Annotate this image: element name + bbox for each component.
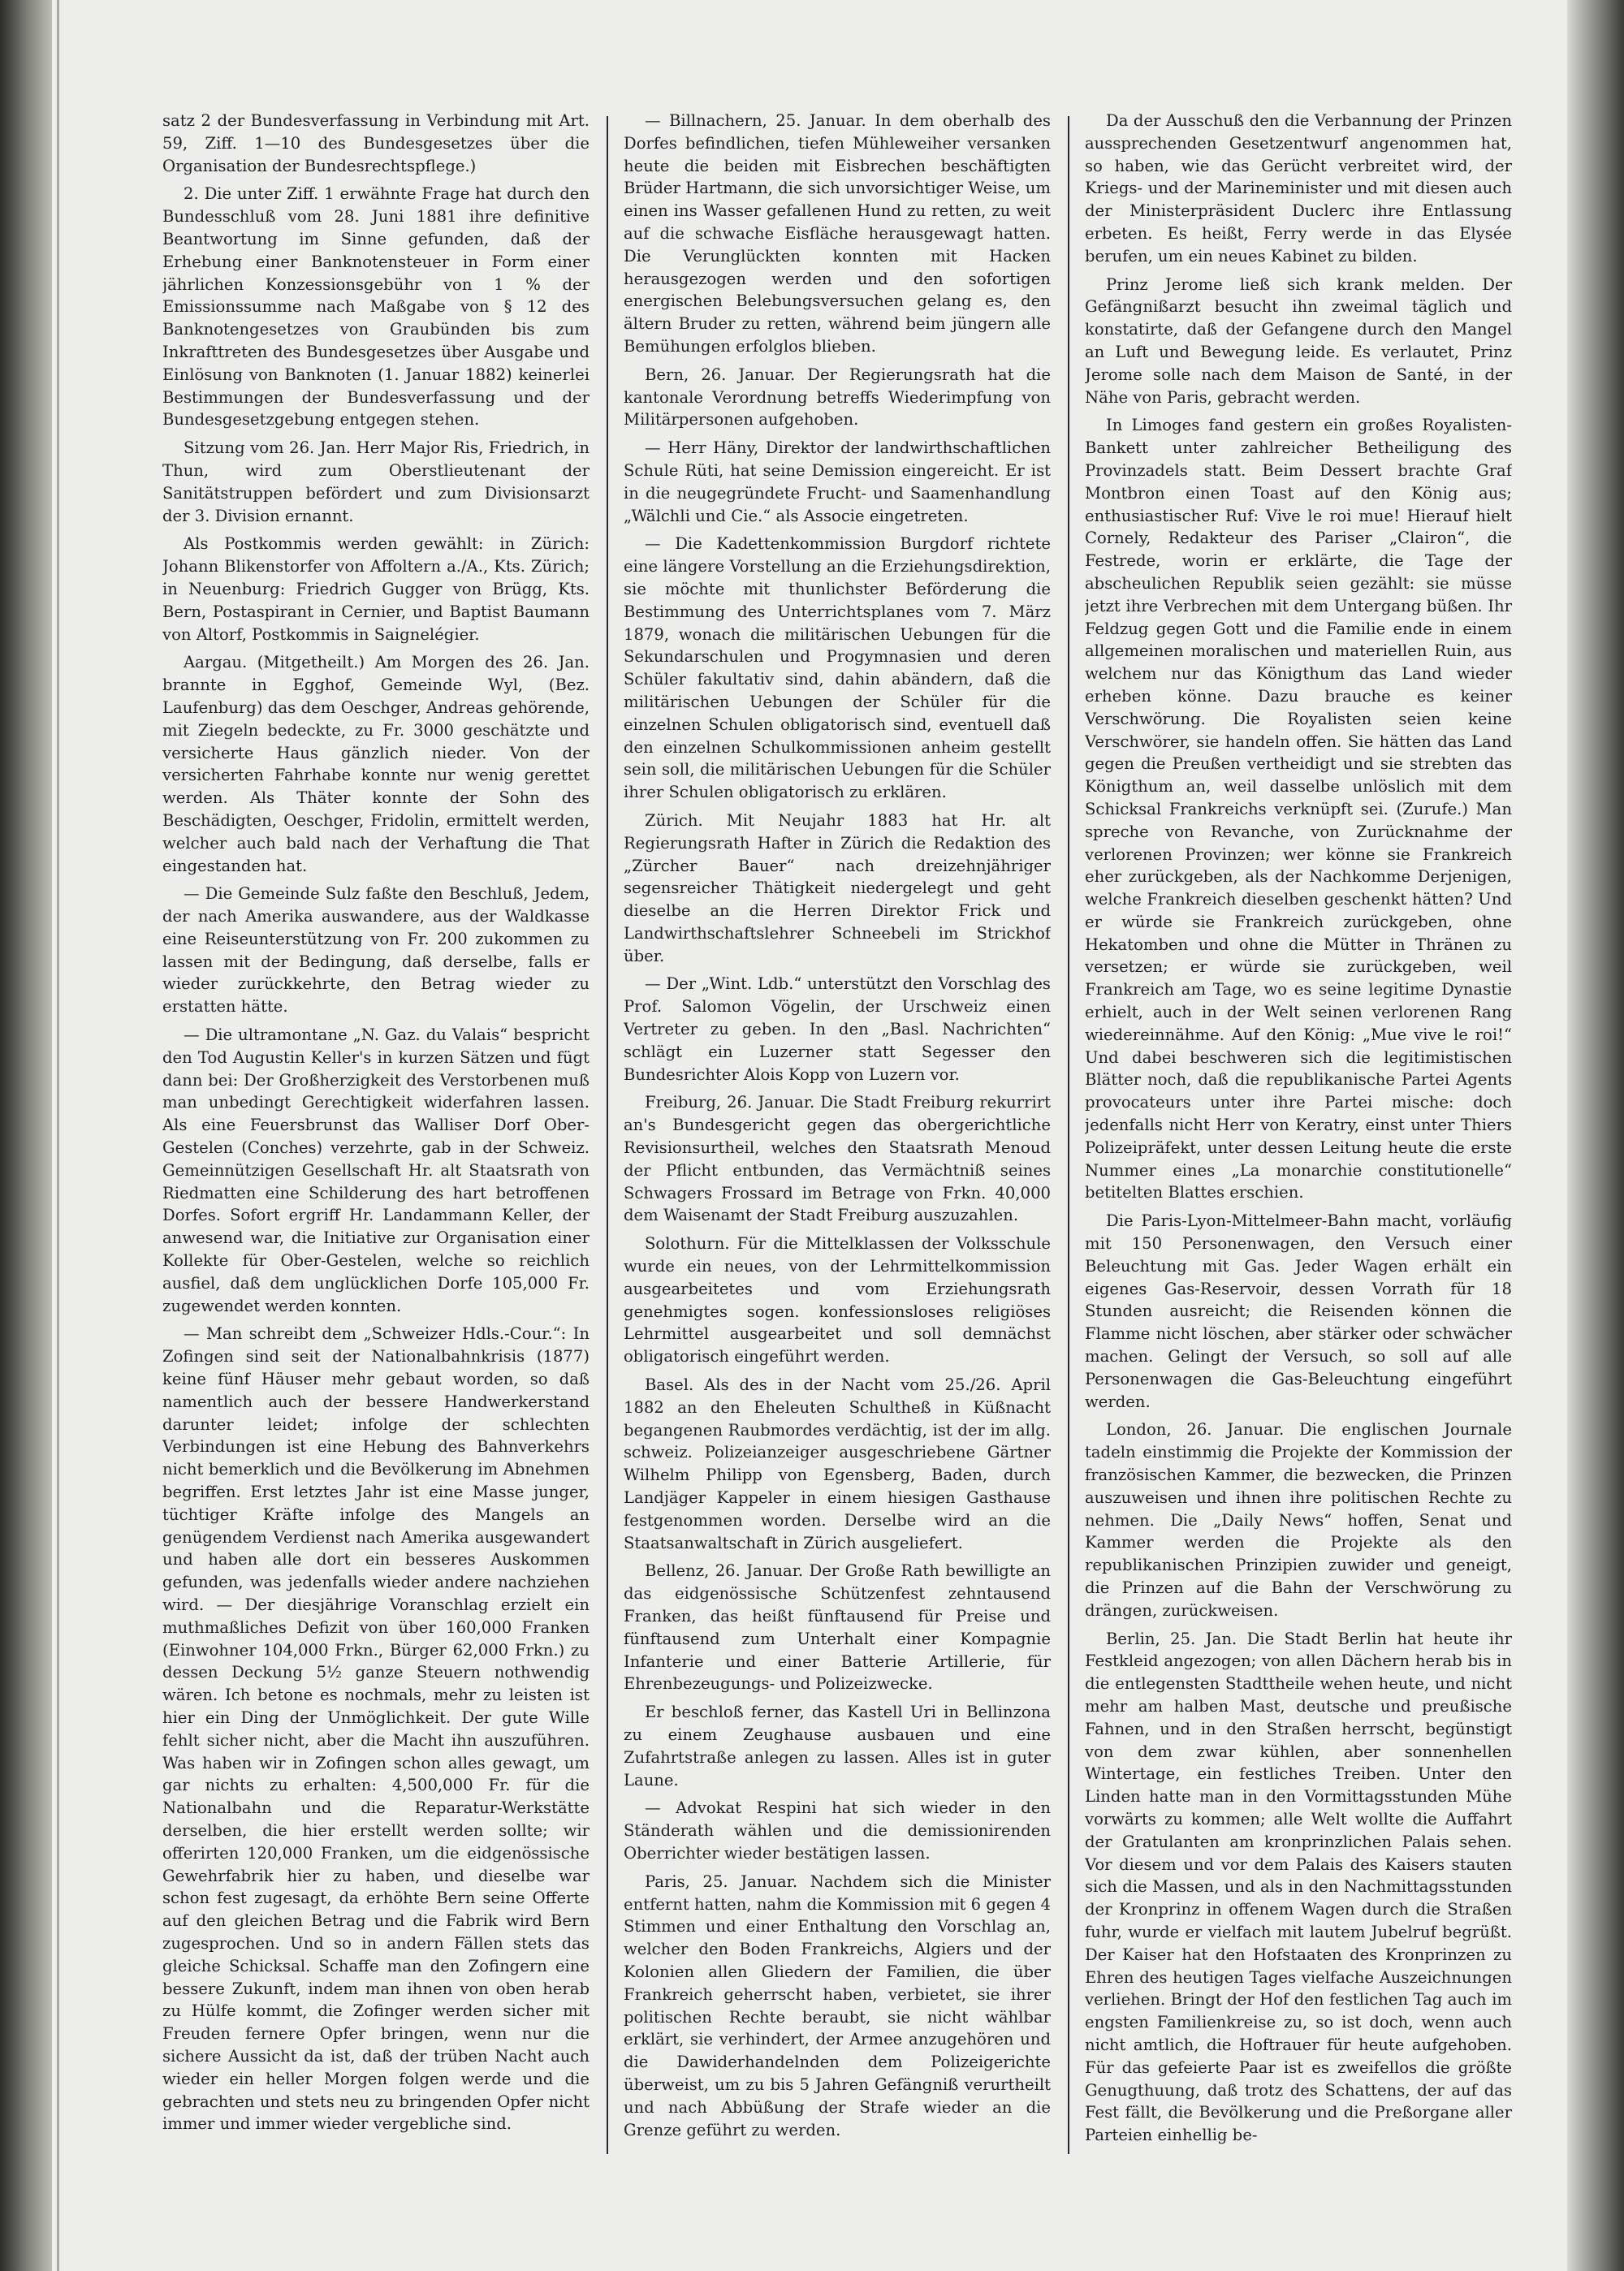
- col3-para-5: London, 26. Januar. Die englischen Journale tadeln einstimmig die Projekte der Kommission der französischen Kammer, die bezwecken, die Prinzen auszuweisen und ihnen ihre politischen Rechte zu nehmen. Die „Daily News“ hoffen, Senat und Kammer werden die Projekte als den republikanischen Prinzipien zuwider und geneigt, die Prinzen auf die Bahn der Verschwörung zu drängen, zurückweisen.: [1085, 1420, 1512, 1620]
- col2-para-1: — Billnachern, 25. Januar. In dem oberhalb des Dorfes befindlichen, tiefen Mühleweiher versanken heute die beiden mit Eisbrechen beschäftigten Brüder Hartmann, die sich unvorsichtiger Weise, um einen ins Wasser gefallenen Hund zu retten, zu weit auf die schwache Eisfläche herausgewagt hatten. Die Verunglückten konnten mit Hacken herausgezogen werden und den sofortigen energischen Belebungsversuchen gelang es, den ältern Bruder zu retten, während beim jüngern alle Bemühungen erfolglos blieben.: [624, 111, 1051, 356]
- col1-para-1: satz 2 der Bundesverfassung in Verbindung mit Art. 59, Ziff. 1—10 des Bundesgesetzes über die Organisation der Bundesrechtspflege.): [162, 111, 590, 175]
- col1-para-7: — Die ultramontane „N. Gaz. du Valais“ bespricht den Tod Augustin Keller's in kurzen Sätzen und fügt dann bei: Der Großherzigkeit des Verstorbenen muß man unbedingt Gerechtigkeit widerfahren lassen. Als eine Feuersbrunst das Walliser Dorf Ober-Gestelen (Conches) verzehrte, gab in der Schweiz. Gemeinnützigen Gesellschaft Hr. alt Staatsrath von Riedmatten eine Schilderung des hart betroffenen Dorfes. Sofort ergriff Hr. Landammann Keller, der anwesend war, die Initiative zur Organisation einer Kollekte für Ober-Gestelen, welche so reichlich ausfiel, daß dem unglücklichen Dorfe 105,000 Fr. zugewendet werden konnten.: [162, 1025, 590, 1315]
- col3-para-1: Da der Ausschuß den die Verbannung der Prinzen aussprechenden Gesetzentwurf angenommen hat, so haben, wie das Gerücht verbreitet wird, der Kriegs- und der Marineminister und mit diesen auch der Ministerpräsident Duclerc ihre Entlassung erbeten. Es heißt, Ferry werde in das Elysée berufen, um ein neues Kabinet zu bilden.: [1085, 111, 1512, 266]
- book-binding-left: [0, 0, 52, 2271]
- col1-para-3: Sitzung vom 26. Jan. Herr Major Ris, Friedrich, in Thun, wird zum Oberstlieutenant der Sanitätstruppen befördert und zum Divisionsarzt der 3. Division ernannt.: [162, 438, 590, 525]
- col2-para-11: Er beschloß ferner, das Kastell Uri in Bellinzona zu einem Zeughause ausbauen und eine Zufahrtstraße anlegen zu lassen. Alles ist in guter Laune.: [624, 1703, 1051, 1790]
- page-edge: [57, 0, 59, 2271]
- col3-para-3: In Limoges fand gestern ein großes Royalisten-Bankett unter zahlreicher Betheiligung des Provinzadels statt. Beim Dessert brachte Graf Montbron einen Toast auf den König aus; enthusiastischer Ruf: Vive le roi mue! Hierauf hielt Cornely, Redakteur des Pariser „Clairon“, die Festrede, worin er erklärte, die Tage der abscheulichen Republik seien gezählt: sie müsse jetzt ihre Verbrechen mit dem Untergang büßen. Ihr Feldzug gegen Gott und die Familie ende in einem allgemeinen moralischen und materiellen Ruin, aus welchem nur das Königthum das Land wieder erheben könne. Dazu brauche es keiner Verschwörung. Die Royalisten seien keine Verschwörer, sie handeln offen. Sie hätten das Land gegen die Preußen vertheidigt und sie strebten das Königthum an, weil dasselbe unlöslich mit dem Schicksal Frankreichs verknüpft sei. (Zurufe.) Man spreche von Revanche, von Zurücknahme der verlorenen Provinzen; wer könne sie Frankreich eher zurückgeben, als der Nachkomme Derjenigen, welche Frankreich dieselben geschenkt hätten? Und er würde sie Frankreich zurückgeben, ohne Hekatomben und ohne die Mütter in Thränen zu versetzen; er würde sie zurückgeben, weil Frankreich am Tage, wo es seine legitime Dynastie erhielt, auch in der Welt seinen verlorenen Rang wiedereinnähme. Auf den König: „Mue vive le roi!“ Und dabei beschweren sich die legitimistischen Blätter noch, daß die republikanische Partei Agents provocateurs unter ihre Partei mische: doch jedenfalls nicht Herr von Keratry, einst unter Thiers Polizeipräfekt, unter dessen Leitung heute die erste Nummer eines „La monarchie constitutionelle“ betitelten Blattes erschien.: [1085, 416, 1512, 1202]
- col3-para-2: Prinz Jerome ließ sich krank melden. Der Gefängnißarzt besucht ihn zweimal täglich und konstatirte, daß der Gefangene durch den Mangel an Luft und Bewegung leide. Es verlautet, Prinz Jerome solle nach dem Maison de Santé, in der Nähe von Paris, gebracht werden.: [1085, 274, 1512, 407]
- col2-para-2: Bern, 26. Januar. Der Regierungsrath hat die kantonale Verordnung betreffs Wiederimpfung von Militärpersonen aufgehoben.: [624, 365, 1051, 430]
- col2-para-3: — Herr Häny, Direktor der landwirthschaftlichen Schule Rüti, hat seine Demission eingereicht. Er ist in die neugegründete Frucht- und Saamenhandlung „Wälchli und Cie.“ als Associe eingetreten.: [624, 438, 1051, 525]
- column-2: [624, 110, 1051, 2160]
- book-binding-right: [1567, 0, 1624, 2271]
- col1-para-4: Als Postkommis werden gewählt: in Zürich: Johann Blikenstorfer von Affoltern a./A., Kts. Zürich; in Neuenburg: Friedrich Gugger von Brügg, Kts. Bern, Postaspirant in Cernier, und Baptist Baumann von Altorf, Postkommis in Saignelégier.: [162, 534, 590, 644]
- col2-para-12: — Advokat Respini hat sich wieder in den Ständerath wählen und die demissionirenden Oberrichter wieder bestätigen lassen.: [624, 1798, 1051, 1863]
- col3-para-4: Die Paris-Lyon-Mittelmeer-Bahn macht, vorläufig mit 150 Personenwagen, den Versuch einer Beleuchtung mit Gas. Jeder Wagen erhält ein eigenes Gas-Reservoir, dessen Vorrath für 18 Stunden ausreicht; die Reisenden können die Flamme nicht löschen, aber stärker oder schwächer machen. Gelingt der Versuch, so soll auf alle Personenwagen die Gas-Beleuchtung eingeführt werden.: [1085, 1211, 1512, 1411]
- col2-para-7: Freiburg, 26. Januar. Die Stadt Freiburg rekurrirt an's Bundesgericht gegen das obergerichtliche Revisionsurtheil, welches den Staatsrath Menoud der Pflicht entbunden, das Vermächtniß seines Schwagers Frossard im Betrage von Frkn. 40,000 dem Waisenamt der Stadt Freiburg auszuzahlen.: [624, 1093, 1051, 1225]
- column-1: [162, 110, 590, 2160]
- col2-para-10: Bellenz, 26. Januar. Der Große Rath bewilligte an das eidgenössische Schützenfest zehntausend Franken, das heißt fünftausend für Preise und fünftausend zum Unterhalt einer Kompagnie Infanterie und einer Batterie Artillerie, für Ehrenbezeugungs- und Polizeizwecke.: [624, 1561, 1051, 1694]
- column-rule-2: [1068, 116, 1069, 2154]
- col1-para-6: — Die Gemeinde Sulz faßte den Beschluß, Jedem, der nach Amerika auswandere, aus der Waldkasse eine Reiseunterstützung von Fr. 200 zukommen zu lassen mit der Bedingung, daß derselbe, falls er wieder zurückkehrte, den Betrag wieder zu erstatten hätte.: [162, 884, 590, 1017]
- col2-para-6: — Der „Wint. Ldb.“ unterstützt den Vorschlag des Prof. Salomon Vögelin, der Urschweiz einen Vertreter zu geben. In den „Basl. Nachrichten“ schlägt ein Luzerner statt Segesser den Bundesrichter Alois Kopp von Luzern vor.: [624, 974, 1051, 1084]
- column-rule-1: [607, 116, 608, 2154]
- col2-para-13: Paris, 25. Januar. Nachdem sich die Minister entfernt hatten, nahm die Kommission mit 6 gegen 4 Stimmen und einer Enthaltung den Vorschlag an, welcher den Boden Frankreichs, Algiers und der Kolonien allen Gliedern der Familien, die über Frankreich geherrscht haben, verbietet, sie ihrer politischen Rechte beraubt, sie nicht wählbar erklärt, sie verhindert, der Armee anzugehören und die Dawiderhandelnden dem Polizeigerichte überweist, um zu bis 5 Jahren Gefängniß verurtheilt und nach Abbüßung der Strafe wieder an die Grenze geführt zu werden.: [624, 1872, 1051, 2139]
- col1-para-8: — Man schreibt dem „Schweizer Hdls.-Cour.“: In Zofingen sind seit der Nationalbahnkrisis (1877) keine fünf Häuser mehr gebaut worden, so daß namentlich auch der bessere Handwerkerstand darunter leidet; infolge der schlechten Verbindungen ist eine Hebung des Bahnverkehrs nicht bemerklich und die Bevölkerung im Abnehmen begriffen. Erst letztes Jahr ist eine Masse junger, tüchtiger Kräfte infolge des Mangels an genügendem Verdienst nach Amerika ausgewandert und haben alle dort ein besseres Auskommen gefunden, was jedenfalls wieder andere nachziehen wird. — Der diesjährige Voranschlag erzielt ein muthmaßliches Defizit von über 160,000 Franken (Einwohner 104,000 Frkn., Bürger 62,000 Frkn.) zu dessen Deckung 5½ ganze Steuern nothwendig wären. Ich betone es nochmals, mehr zu leisten ist hier ein Ding der Unmöglichkeit. Der gute Wille fehlt sicher nicht, aber die Macht ihn auszuführen. Was haben wir in Zofingen schon alles gewagt, um gar nichts zu erhalten: 4,500,000 Fr. für die Nationalbahn und die Reparatur-Werkstätte derselben, die hier erstellt werden sollte; wir offerirten 120,000 Franken, um die eidgenössische Gewehrfabrik hier zu haben, und dieselbe war schon fest zugesagt, da erhöhte Bern seine Offerte auf den gleichen Betrag und die Fabrik wird Bern zugesprochen. Und so in andern Fällen stets das gleiche Schicksal. Schaffe man den Zofingern eine bessere Zukunft, indem man ihnen von oben herab zu Hülfe kommt, die Zofinger werden sicher mit Freuden fernere Opfer bringen, wenn nur die sichere Aussicht da ist, daß der trüben Nacht auch wieder ein heller Morgen folgen werde und die gebrachten und stets neu zu bringenden Opfer nicht immer und immer wieder vergebliche sind.: [162, 1324, 590, 2134]
- col1-para-2: 2. Die unter Ziff. 1 erwähnte Frage hat durch den Bundesschluß vom 28. Juni 1881 ihre definitive Beantwortung im Sinne gefunden, daß der Erhebung einer Banknotensteuer in Form einer jährlichen Konzessionsgebühr von 1 % der Emissionssumme nach Maßgabe von § 12 des Banknotengesetzes von Graubünden bis zum Inkrafttreten des Bundesgesetzes über Ausgabe und Einlösung von Banknoten (1. Januar 1882) keinerlei Bestimmungen der Bundesverfassung und der Bundesgesetzgebung entgegen stehen.: [162, 184, 590, 430]
- col3-para-6: Berlin, 25. Jan. Die Stadt Berlin hat heute ihr Festkleid angezogen; von allen Dächern herab bis in die entlegensten Stadttheile wehen heute, und nicht mehr am halben Mast, deutsche und preußische Fahnen, und in den Straßen herrscht, begünstigt von dem zwar kühlen, aber sonnenhellen Wintertage, ein festliches Treiben. Unter den Linden hatte man in den Vormittagsstunden Mühe vorwärts zu kommen; alle Welt wollte die Auffahrt der Gratulanten am kronprinzlichen Palais sehen. Vor diesem und vor dem Palais des Kaisers stauten sich die Massen, und als in den Nachmittagsstunden der Kronprinz in offenem Wagen durch die Straßen fuhr, wurde er vielfach mit lautem Jubelruf begrüßt. Der Kaiser hat den Hofstaaten des Kronprinzen zu Ehren des heutigen Tages vielfache Auszeichnungen verliehen. Bringt der Hof den festlichen Tag auch im engsten Familienkreise zu, so ist doch, wenn auch nicht amtlich, die Hoftrauer für heute aufgehoben. Für das gefeierte Paar ist es zweifellos die größte Genugthuung, daß trotz des Schattens, der auf das Fest fällt, die Bevölkerung und die Preßorgane aller Parteien einhellig be-: [1085, 1629, 1512, 2145]
- col2-para-4: — Die Kadettenkommission Burgdorf richtete eine längere Vorstellung an die Erziehungsdirektion, sie möchte mit thunlichster Beförderung die Bestimmung des Unterrichtsplanes vom 7. März 1879, wonach die militärischen Uebungen für die Sekundarschulen und Progymnasien und deren Schüler fakultativ sind, dahin abändern, daß die militärischen Uebungen der Schüler für die einzelnen Schulen obligatorisch sind, eventuell daß den einzelnen Schulkommissionen anheim gestellt sein soll, die militärischen Uebungen für die Schüler ihrer Schulen obligatorisch zu erklären.: [624, 534, 1051, 802]
- col2-para-5: Zürich. Mit Neujahr 1883 hat Hr. alt Regierungsrath Hafter in Zürich die Redaktion des „Zürcher Bauer“ nach dreizehnjähriger segensreicher Thätigkeit niedergelegt und geht dieselbe an die Herren Direktor Frick und Landwirthschaftslehrer Schneebeli im Strickhof über.: [624, 810, 1051, 965]
- col2-para-8: Solothurn. Für die Mittelklassen der Volksschule wurde ein neues, von der Lehrmittelkommission ausgearbeitetes und vom Erziehungsrath genehmigtes sogen. konfessionsloses religiöses Lehrmittel ausgearbeitet und soll demnächst obligatorisch eingeführt werden.: [624, 1234, 1051, 1366]
- newspaper-page: [162, 110, 1527, 2160]
- column-3: [1085, 110, 1512, 2160]
- col1-para-5: Aargau. (Mitgetheilt.) Am Morgen des 26. Jan. brannte in Egghof, Gemeinde Wyl, (Bez. Laufenburg) das dem Oeschger, Andreas gehörende, mit Ziegeln bedeckte, zu Fr. 3000 geschätzte und versicherte Haus gänzlich nieder. Von der versicherten Fahrhabe konnte nur wenig gerettet werden. Als Thäter konnte der Sohn des Beschädigten, Oeschger, Fridolin, ermittelt werden, welcher auch bald nach der Verhaftung die That eingestanden hat.: [162, 653, 590, 875]
- col2-para-9: Basel. Als des in der Nacht vom 25./26. April 1882 an den Eheleuten Schultheß in Küßnacht begangenen Raubmordes verdächtig, ist der im allg. schweiz. Polizeianzeiger ausgeschriebene Gärtner Wilhelm Philipp von Egensberg, Baden, durch Landjäger Kappeler in einem hiesigen Gasthause festgenommen worden. Derselbe wird an die Staatsanwaltschaft in Zürich ausgeliefert.: [624, 1375, 1051, 1552]
